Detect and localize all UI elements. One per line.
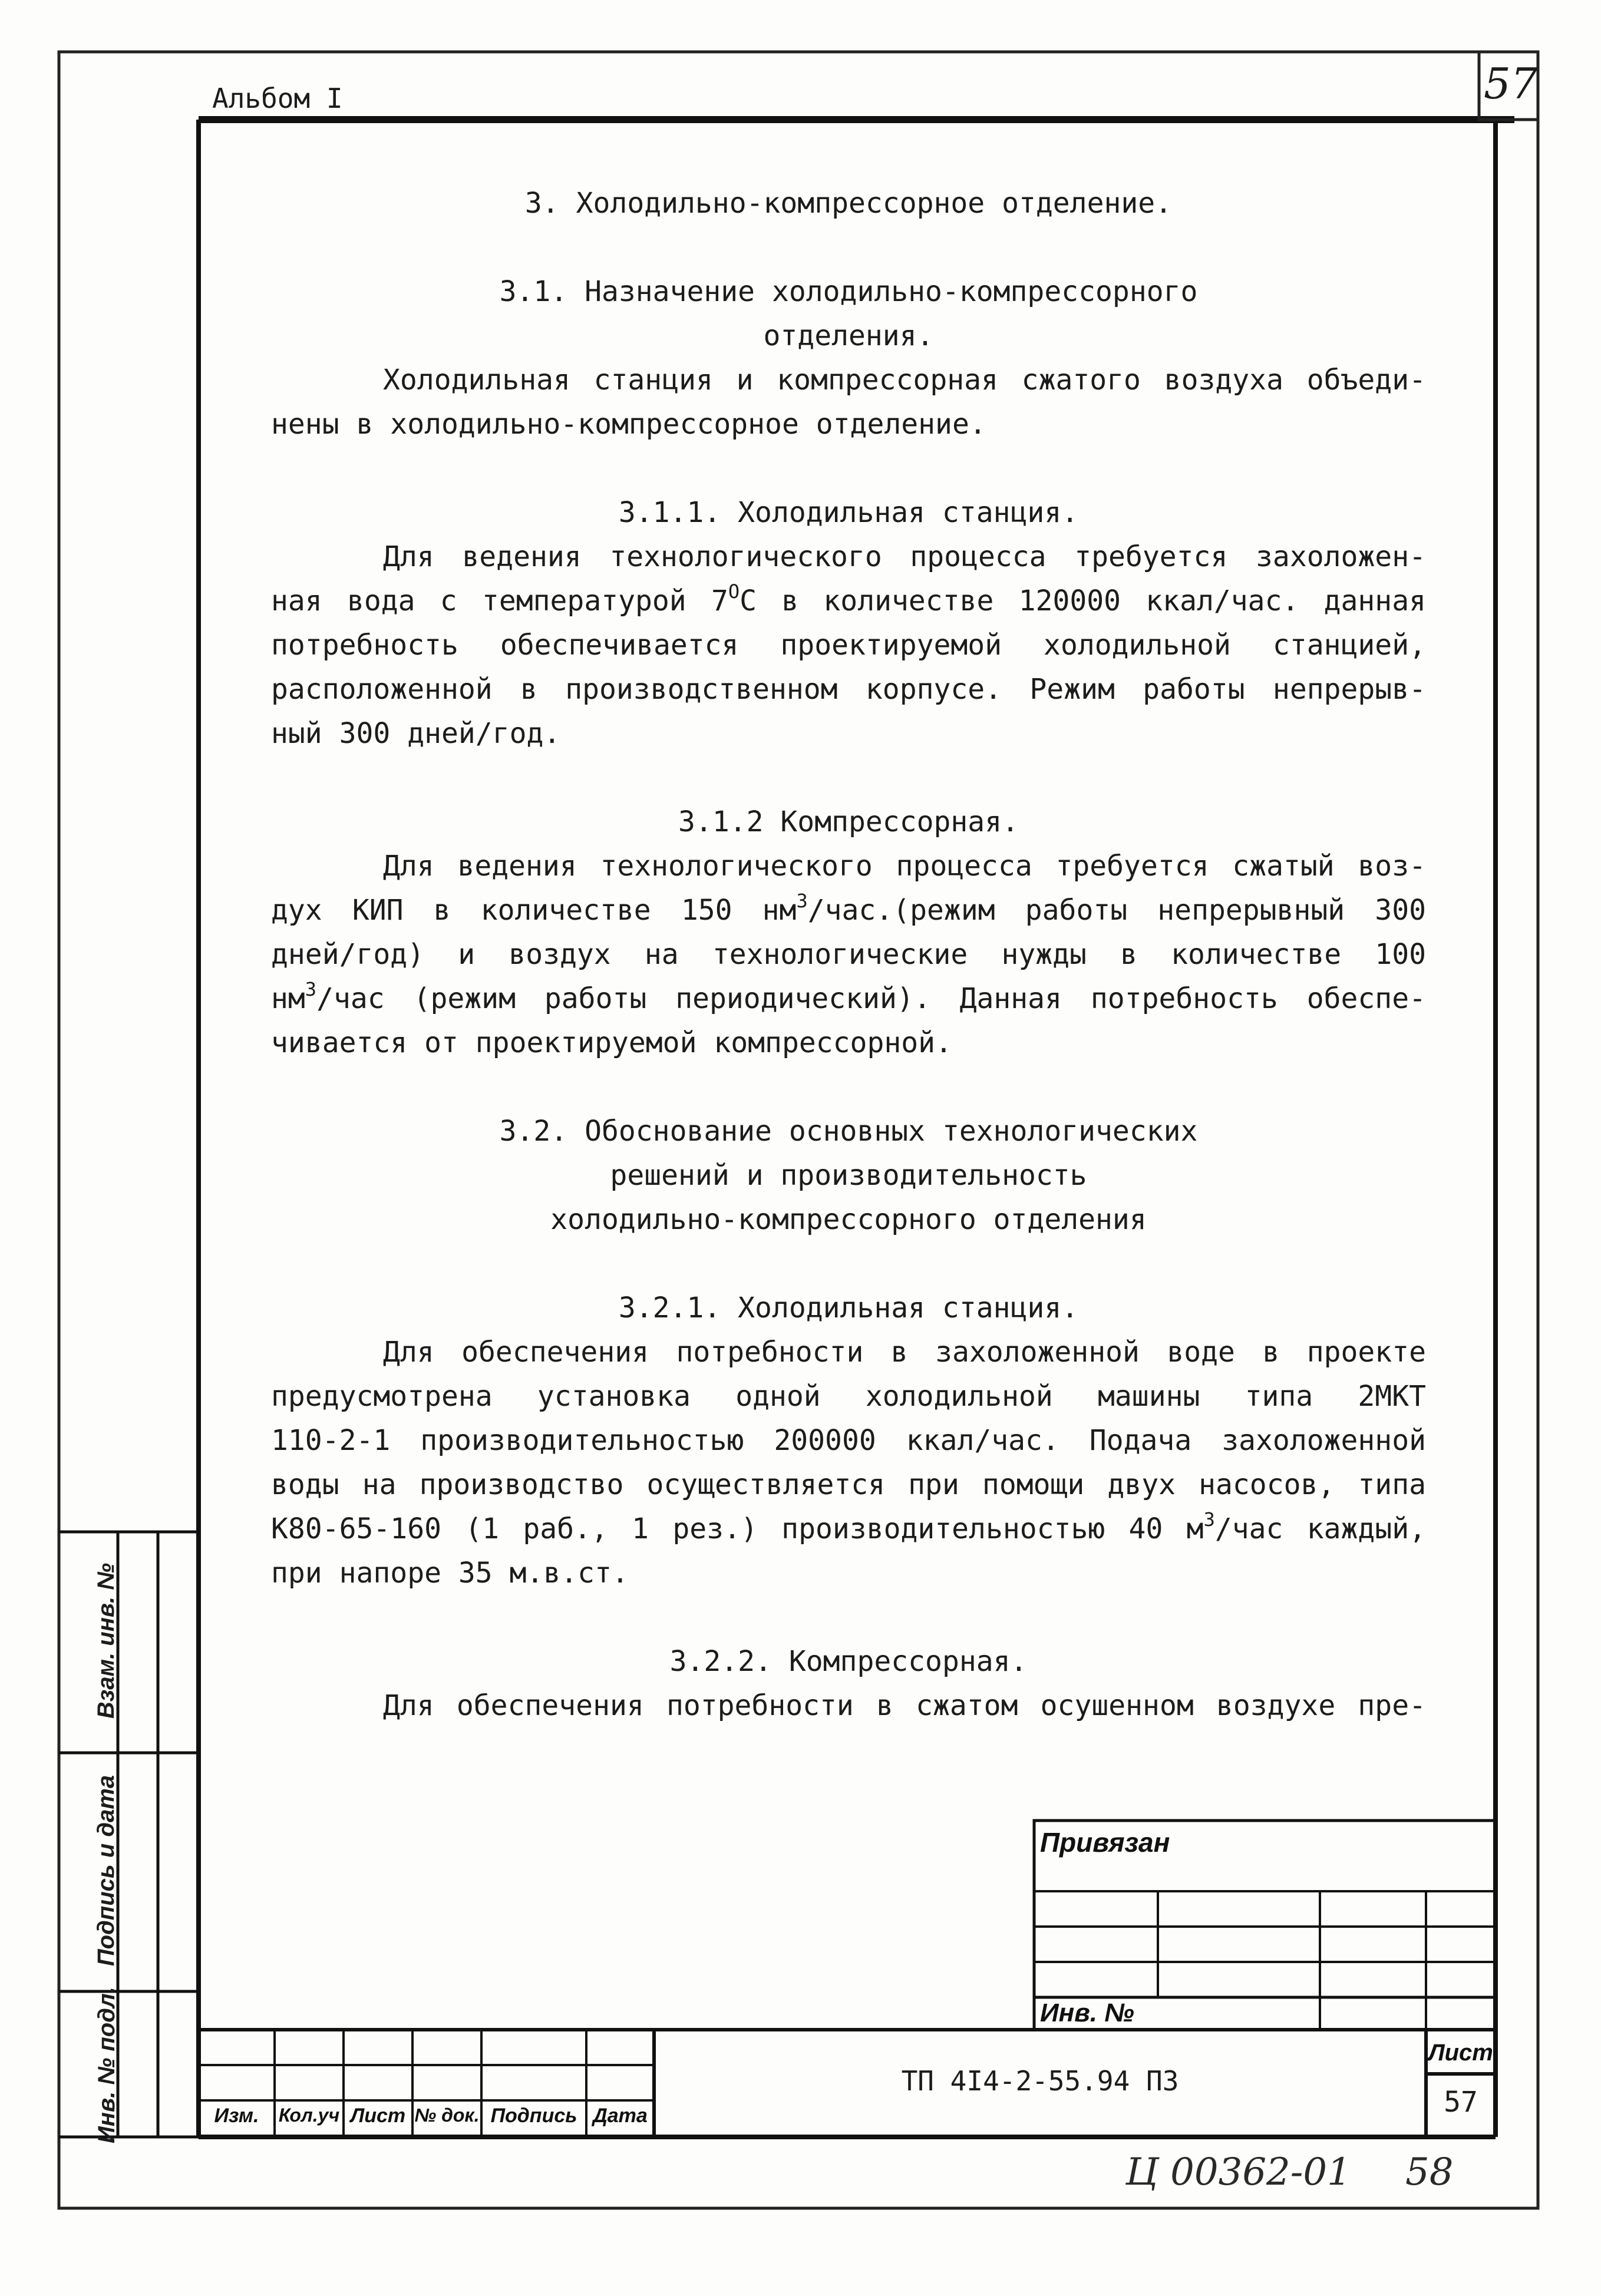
s31-paragraph-line1: Холодильная станция и компрессорная сжатого воздуха объеди- bbox=[383, 364, 1426, 397]
album-label: Альбом I bbox=[212, 82, 343, 114]
s321-paragraph-line4: воды на производство осуществляется при помощи двух насосов, типа bbox=[271, 1468, 1426, 1501]
s312-paragraph-line1: Для ведения технологического процесса требуется сжатый воз- bbox=[383, 850, 1426, 883]
col-kol-uch: Кол.уч bbox=[278, 2105, 340, 2126]
side-inv-podl: Инв. № подл. bbox=[94, 1987, 120, 2143]
s32-title-line1: 3.2. Обоснование основных технологических bbox=[499, 1115, 1198, 1148]
s312-paragraph-line2: дух КИП в количестве 150 $нм^3/час.(режим$ работы непрерывный 300 bbox=[271, 890, 1427, 927]
s311-paragraph-line4: расположенной в производственном корпусе. Режим работы непрерыв- bbox=[271, 673, 1426, 706]
side-vzam-inv: Взам. инв. № bbox=[93, 1562, 119, 1719]
s321-title: 3.2.1. Холодильная станция. bbox=[618, 1291, 1079, 1324]
s311-paragraph-line5: ный 300 дней/год. bbox=[271, 717, 561, 750]
handwritten-code: Ц 00362-01 bbox=[1125, 2150, 1351, 2194]
s311-paragraph-line2: ная вода с температурой $7^ОС$ в количестве 120000 ккал/час. данная bbox=[271, 580, 1427, 617]
s321-paragraph-line2: предусмотрена установка одной холодильной машины типа 2МКТ bbox=[271, 1380, 1426, 1413]
col-data: Дата bbox=[593, 2105, 648, 2127]
sheet-number: 57 bbox=[1444, 2086, 1478, 2119]
col-list: Лист bbox=[350, 2105, 406, 2127]
col-podpis: Подпись bbox=[490, 2105, 577, 2127]
sheet-label: Лист bbox=[1428, 2040, 1493, 2066]
s32-title-line2: решений и производительность bbox=[610, 1159, 1087, 1192]
s322-paragraph-line1: Для обеспечения потребности в сжатом осушенном воздухе пре- bbox=[383, 1689, 1426, 1722]
s31-title-line2: отделения. bbox=[763, 319, 934, 352]
s312-title: 3.1.2 Компрессорная. bbox=[678, 805, 1019, 838]
s321-paragraph-line3: 110-2-1 производительностью 200000 ккал/час. Подача захоложенной bbox=[271, 1424, 1426, 1457]
s31-paragraph-line2: нены в холодильно-компрессорное отделение. bbox=[271, 408, 986, 441]
handwritten-page: 58 bbox=[1405, 2150, 1454, 2194]
inv-no-label: Инв. № bbox=[1040, 1998, 1134, 2027]
s322-title: 3.2.2. Компрессорная. bbox=[669, 1645, 1028, 1678]
document-code: ТП 4I4-2-55.94 ПЗ bbox=[901, 2065, 1179, 2097]
col-no-dok: № док. bbox=[414, 2105, 480, 2126]
s321-paragraph-line1: Для обеспечения потребности в захоложенной воде в проекте bbox=[383, 1336, 1426, 1369]
section-title: 3. Холодильно-компрессорное отделение. bbox=[524, 187, 1173, 220]
s312-paragraph-line4: $нм^3$/час (режим работы периодический). Данная потребность обеспе- bbox=[271, 978, 1426, 1015]
s31-title-line1: 3.1. Назначение холодильно-компрессорного bbox=[499, 275, 1198, 308]
side-podpis-data: Подпись и дата bbox=[93, 1775, 119, 1967]
s312-paragraph-line5: чивается от проектируемой компрессорной. bbox=[271, 1026, 952, 1059]
s311-title: 3.1.1. Холодильная станция. bbox=[618, 496, 1079, 529]
s32-title-line3: холодильно-компрессорного отделения bbox=[550, 1203, 1147, 1236]
col-izm: Изм. bbox=[214, 2105, 259, 2127]
corner-page-number: 57 bbox=[1484, 59, 1538, 108]
privyazan-label: Привязан bbox=[1040, 1827, 1170, 1858]
s321-paragraph-line5: К80-65-160 (1 раб., 1 рез.) производительностью 40 $м^3$/час каждый, bbox=[271, 1508, 1427, 1545]
s312-paragraph-line3: дней/год) и воздух на технологические нужды в количестве 100 bbox=[271, 938, 1426, 971]
s321-paragraph-line6: при напоре 35 м.в.ст. bbox=[271, 1557, 629, 1590]
s311-paragraph-line1: Для ведения технологического процесса требуется захоложен- bbox=[383, 540, 1426, 573]
s311-paragraph-line3: потребность обеспечивается проектируемой холодильной станцией, bbox=[271, 629, 1426, 662]
